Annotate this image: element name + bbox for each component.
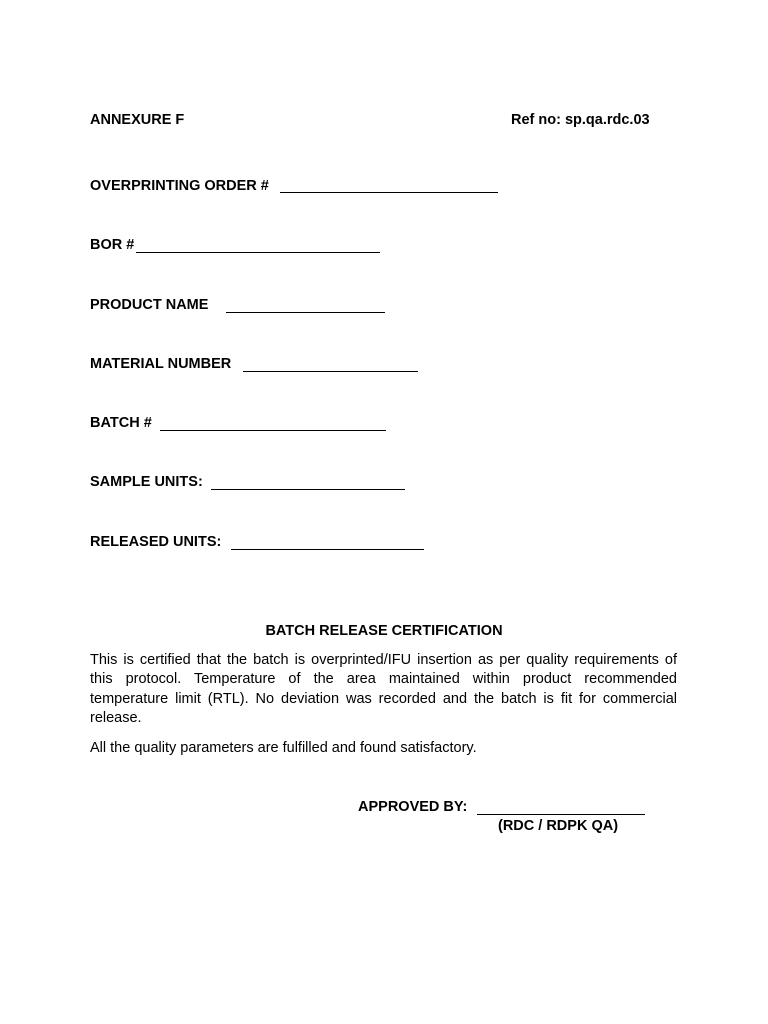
overprinting-order-label: OVERPRINTING ORDER # — [90, 178, 269, 194]
approver-role: (RDC / RDPK QA) — [498, 818, 619, 834]
annexure-title: ANNEXURE F — [90, 112, 185, 128]
batch-label: BATCH # — [90, 415, 152, 431]
material-number-label: MATERIAL NUMBER — [90, 356, 232, 372]
sample-units-label: SAMPLE UNITS: — [90, 474, 203, 490]
sample-units-field[interactable] — [211, 489, 405, 490]
bor-label: BOR # — [90, 237, 135, 253]
certification-title: BATCH RELEASE CERTIFICATION — [265, 623, 503, 639]
reference-number: Ref no: sp.qa.rdc.03 — [511, 112, 650, 128]
bor-field[interactable] — [136, 252, 380, 253]
approved-by-label: APPROVED BY: — [358, 799, 468, 815]
product-name-label: PRODUCT NAME — [90, 297, 209, 313]
released-units-field[interactable] — [231, 549, 424, 550]
released-units-label: RELEASED UNITS: — [90, 534, 222, 550]
overprinting-order-field[interactable] — [280, 192, 498, 193]
approved-by-signature-field[interactable] — [477, 814, 645, 815]
quality-statement: All the quality parameters are fulfilled and found satisfactory. — [90, 740, 477, 756]
batch-field[interactable] — [160, 430, 386, 431]
product-name-field[interactable] — [226, 312, 385, 313]
material-number-field[interactable] — [243, 371, 418, 372]
certification-paragraph: This is certified that the batch is overprinted/IFU insertion as per quality requirements of this protocol. Temperature of the area maintained within product recommended temperature limit (RTL). No deviation was recorded and the batch is fit for commercial release. — [90, 652, 677, 727]
